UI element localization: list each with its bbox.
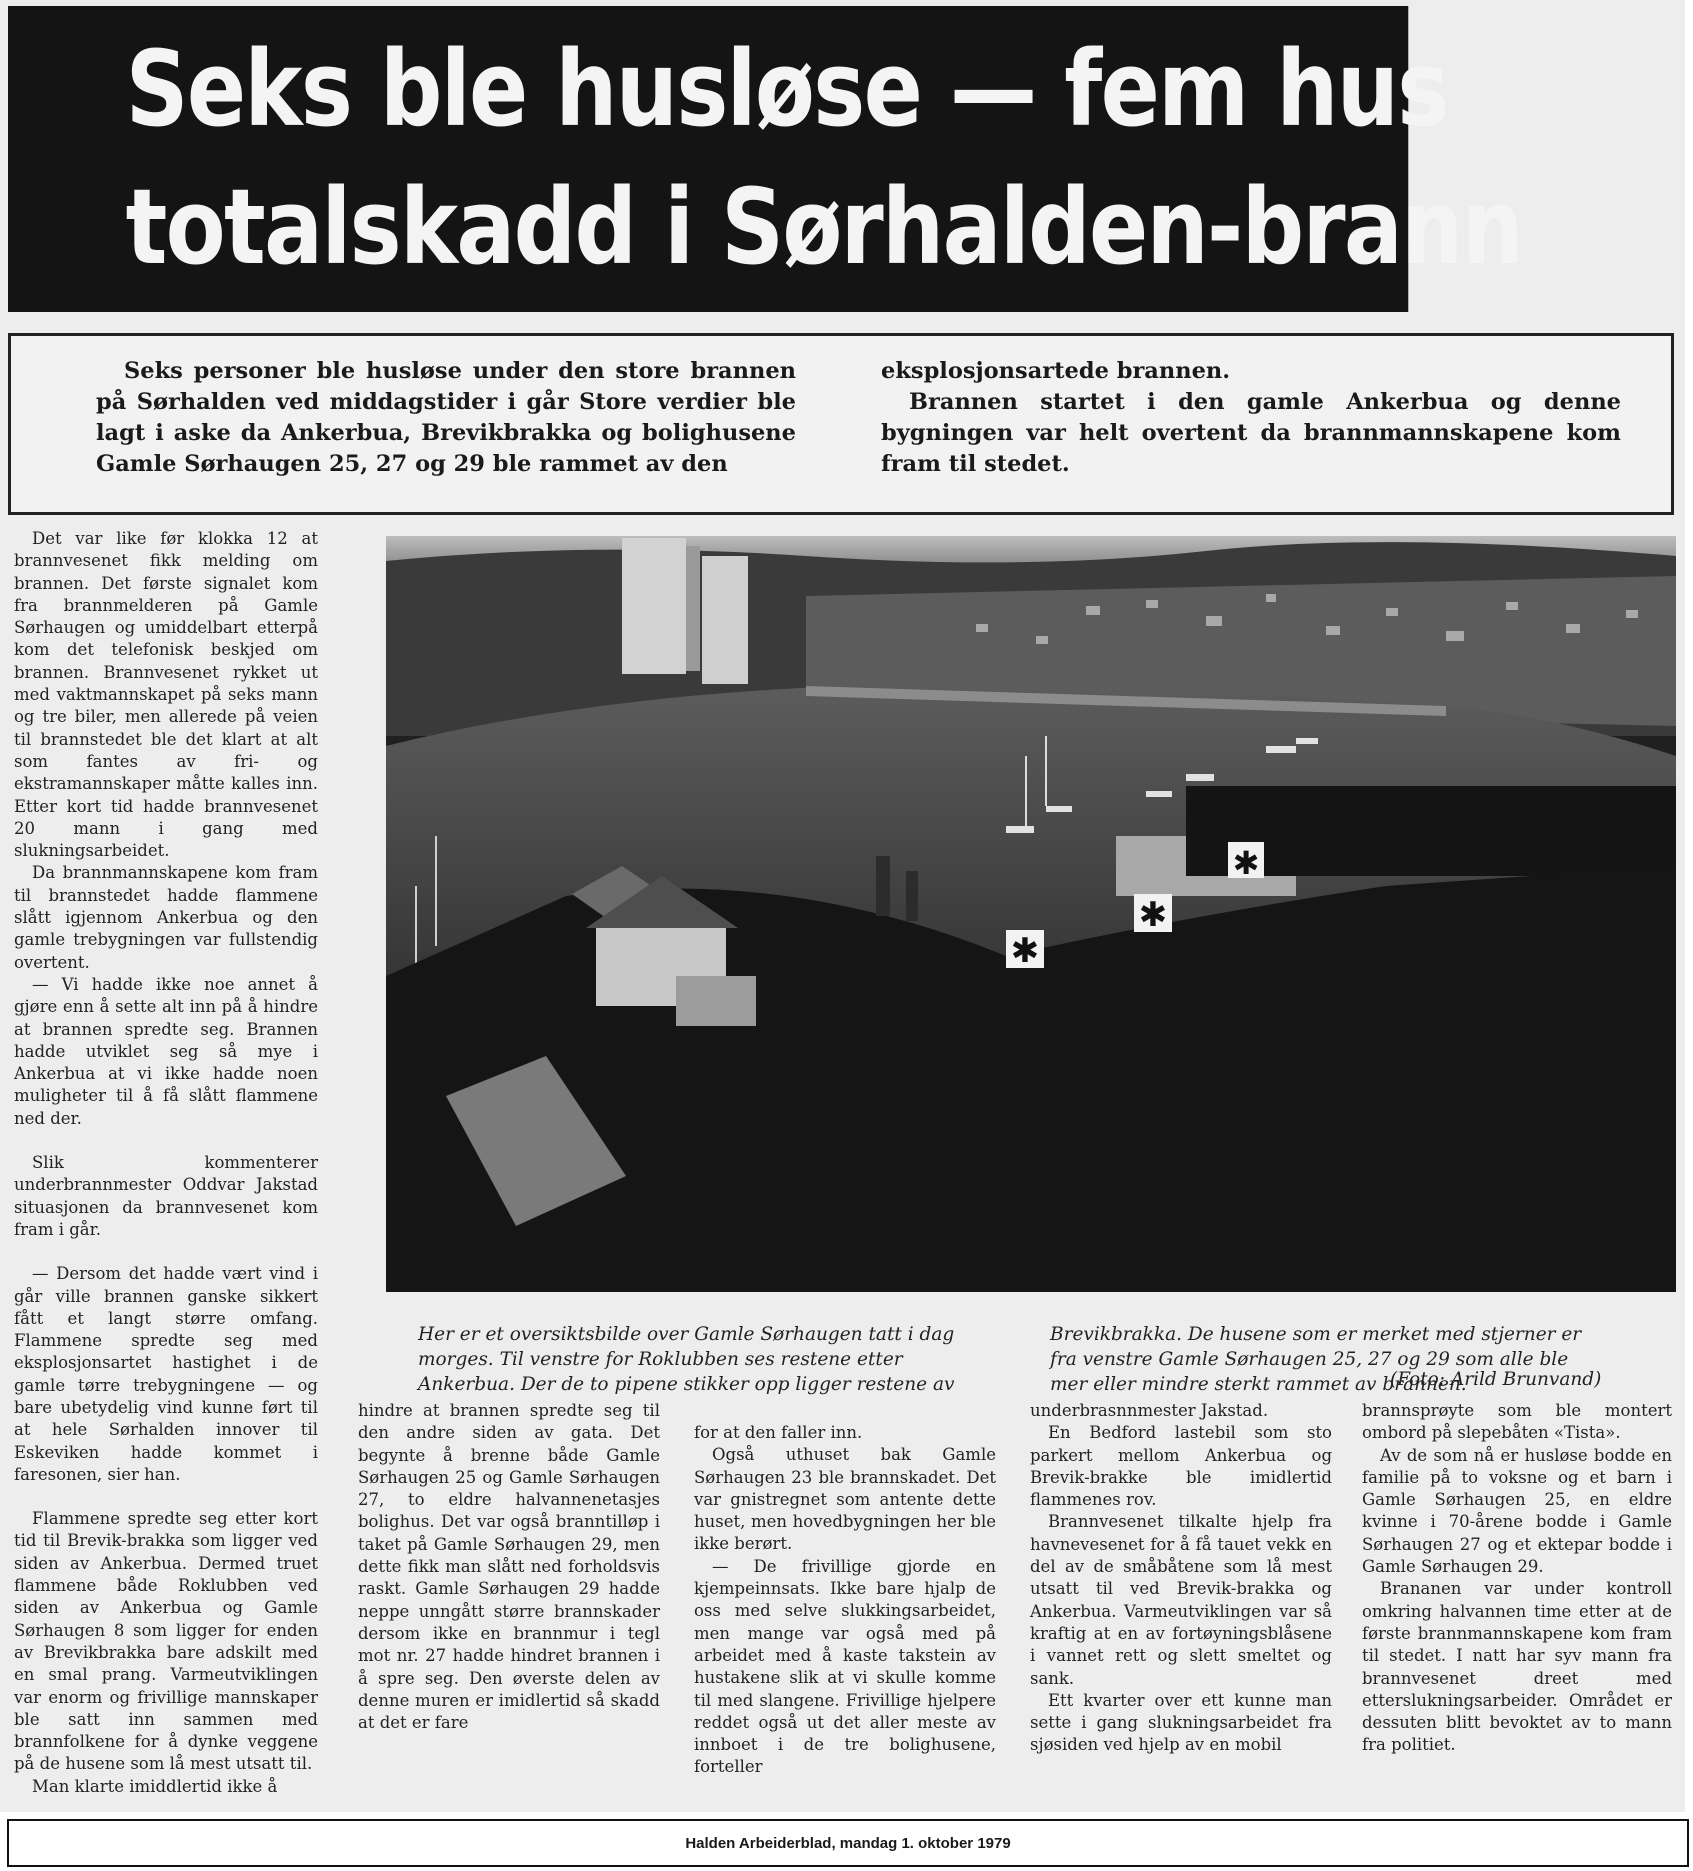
paragraph: — Dersom det hadde vært vind i går ville brannen ganske sikkert fått et langt større omfang. Flammene spredte seg med eksplosjonsartet hastighet i de gamle tørre trebygningene — og bare ubetydelig vind kunne ført til at hele Sørhalden innover til Eskeviken hadde kommet i faresonen, sier han. <box>14 1264 318 1484</box>
lead-right-column <box>881 356 1621 480</box>
headline-line-2: totalskadd i Sørhalden-brann <box>125 166 1523 288</box>
paragraph: En Bedford lastebil som sto parkert mellom Ankerbua og Brevik-brakke ble imidlertid flammenes rov. <box>1030 1423 1332 1510</box>
lead-right-text-2: Brannen startet i den gamle Ankerbua og denne bygningen var helt overtent da brannmannskapene kom fram til stedet. <box>881 389 1621 477</box>
paragraph: Man klarte imiddlertid ikke å <box>32 1776 278 1796</box>
harbor-photo-image <box>386 536 1676 1292</box>
star-marker-25: ✱ <box>1010 931 1040 971</box>
star-marker-27: ✱ <box>1138 895 1168 935</box>
star-marker-29: ✱ <box>1232 844 1260 882</box>
paragraph: — Vi hadde ikke noe annet å gjøre enn å sette alt inn på å hindre at brannen spredte seg. Brannen hadde utviklet seg så mye i Ankerbua at vi ikke hadde noen muligheter til å få slått flammene ned der. <box>14 974 318 1128</box>
paragraph: Det var like før klokka 12 at brannvesenet fikk melding om brannen. Det første signalet kom fra brannmelderen på Gamle Sørhaugen og umiddelbart etterpå kom det telefonisk beskjed om brannen. Brannvesenet rykket ut med vaktmannskapet på seks mann og tre biler, men allerede på veien til brannstedet ble det klart at alt som fantes av fri- og ekstramannskaper måtte kalles inn. Etter kort tid hadde brannvesenet 20 mann i gang med slukningsarbeidet. <box>14 529 318 861</box>
lead-box <box>8 333 1674 515</box>
paragraph: brannsprøyte som ble montert ombord på slepebåten «Tista». <box>1362 1401 1672 1443</box>
photo-caption-right: Brevikbrakka. De husene som er merket med stjerner er fra venstre Gamle Sørhaugen 25, 27 og 29 som alle ble mer eller mindre sterkt rammet av brannen. <box>1050 1324 1582 1395</box>
paragraph: Flammene spredte seg etter kort tid til Brevik-brakka som ligger ved siden av Ankerbua. Dermed truet flammene både Roklubben ved siden av Ankerbua og Gamle Sørhaugen 8 som ligger for enden av Brevikbrakka bare adskilt med en smal prang. Varmeutviklingen var enorm og frivillige mannskaper ble satt inn sammen med brannfolkene for å dynke veggene på de husene som lå mest utsatt til. <box>14 1509 318 1774</box>
paragraph: Av de som nå er husløse bodde en familie på to voksne og et barn i Gamle Sørhaugen 25, en eldre kvinne i 70-årene bodde i Gamle Sørhaugen 27 og et ektepar bodde i Gamle Sørhaugen 29. <box>1362 1445 1672 1577</box>
photo-caption-left: Her er et oversiktsbilde over Gamle Sørhaugen tatt i dag morges. Til venstre for Roklubben ses restene etter Ankerbua. Der de to pipene stikker opp ligger restene av <box>418 1324 955 1395</box>
article-column-1 <box>14 528 318 1798</box>
headline-line-1: Seks ble husløse — fem hus <box>125 28 1448 150</box>
article-column-5 <box>1362 1400 1672 1757</box>
headline <box>8 6 1523 312</box>
paragraph: Slik kommenterer underbrannmester Oddvar Jakstad situasjonen da brannvesenet kom fram i går. <box>14 1153 318 1239</box>
article-column-2 <box>358 1400 660 1734</box>
photo-credit: (Foto: Arild Brunvand) <box>1390 1369 1602 1390</box>
lead-left-column <box>96 356 796 480</box>
article-column-4 <box>1030 1400 1332 1757</box>
source-footer-text: Halden Arbeiderblad, mandag 1. oktober 1979 <box>685 1834 1011 1852</box>
source-footer <box>7 1819 1689 1867</box>
paragraph: Også uthuset bak Gamle Sørhaugen 23 ble brannskadet. Det var gnistregnet som antente dette huset, men hovedbygningen her ble ikke berørt. <box>694 1445 996 1554</box>
paragraph: Brananen var under kontroll omkring halvannen time etter at de første brannmannskapene kom fram til stedet. I natt har syv mann fra brannvesenet dreet med etterslukningsarbeider. Området er dessuten blitt bevoktet av to mann fra politiet. <box>1362 1579 1672 1755</box>
article-column-3 <box>694 1422 996 1779</box>
harbor-photo <box>386 536 1676 1292</box>
paragraph: — De frivillige gjorde en kjempeinnsats. Ikke bare hjalp de oss med selve slukkingsarbeidet, men mange var også med på arbeidet med å kaste takstein av hustakene slik at vi skulle komme til med slangene. Frivillige hjelpere reddet også ut det aller meste av innboet i de tre bolighusene, forteller <box>694 1556 996 1777</box>
paragraph: underbrasnnmester Jakstad. <box>1030 1401 1269 1420</box>
paragraph: for at den faller inn. <box>694 1423 863 1442</box>
lead-left-text: Seks personer ble husløse under den store brannen på Sørhalden ved middagstider i går Store verdier ble lagt i aske da Ankerbua, Brevikbrakka og bolighusene Gamle Sørhaugen 25, 27 og 29 ble rammet av den <box>96 358 796 477</box>
paragraph: Da brannmannskapene kom fram til brannstedet hadde flammene slått igjennom Ankerbua og den gamle trebygningen var fullstendig overtent. <box>14 863 318 972</box>
paragraph: hindre at brannen spredte seg til den andre siden av gata. Det begynte å brenne både Gamle Sørhaugen 25 og Gamle Sørhaugen 27, to eldre halvannenetasjes bolighus. Det var også branntilløp i taket på Gamle Sørhaugen 29, men dette fikk man slått ned forholdsvis raskt. Gamle Sørhaugen 29 hadde neppe unngått større brannskader dersom ikke en brannmur i tegl mot nr. 27 hadde hindret brannen i å spre seg. Den øverste delen av denne muren er imidlertid så skadd at det er fare <box>358 1401 660 1733</box>
paragraph: Ett kvarter over ett kunne man sette i gang slukningsarbeidet fra sjøsiden ved hjelp av en mobil <box>1030 1690 1332 1755</box>
lead-right-text-1: eksplosjonsartede brannen. <box>881 358 1231 384</box>
paragraph: Brannvesenet tilkalte hjelp fra havnevesenet for å få tauet vekk en del av de småbåtene som lå mest utsatt til ved Brevik-brakka og Ankerbua. Varmeutviklingen var så kraftig at en av fortøyningsblåsene i vannet rett og slett smeltet og sank. <box>1030 1512 1332 1688</box>
